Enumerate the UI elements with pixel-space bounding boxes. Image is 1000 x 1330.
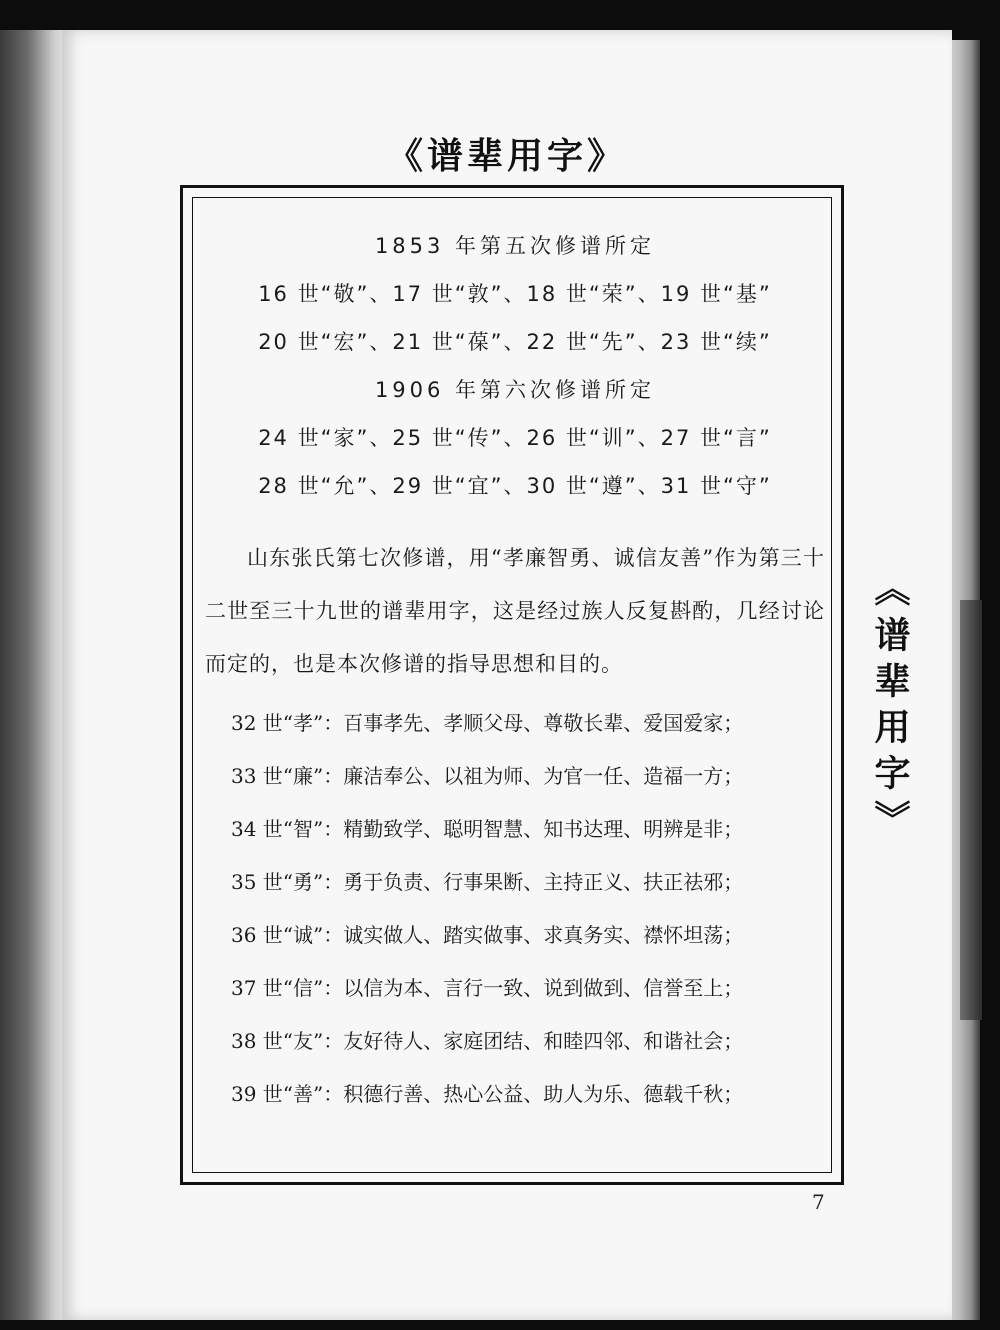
- section-5-row: 16 世“敬”、17 世“敦”、18 世“荣”、19 世“基”: [258, 282, 772, 306]
- section-5-heading: 1853 年第五次修谱所定: [374, 234, 656, 258]
- intro-paragraph: 山东张氏第七次修谱，用“孝廉智勇、诚信友善”作为第三十二世至三十九世的谱辈用字，这是经过族人反复斟酌，几经讨论而定的，也是本次修谱的指导思想和目的。: [205, 546, 825, 676]
- section-6-row: 24 世“家”、25 世“传”、26 世“训”、27 世“言”: [258, 426, 772, 450]
- section-6-row: 28 世“允”、29 世“宜”、30 世“遵”、31 世“守”: [258, 474, 772, 498]
- content-area: [205, 222, 825, 1121]
- generation-item: 37 世“信”：以信为本、言行一致、说到做到、信誉至上；: [231, 976, 744, 1000]
- side-vertical-title: 《谱辈用字》: [869, 570, 910, 846]
- section-6-heading: 1906 年第六次修谱所定: [374, 378, 656, 402]
- page-title: 《谱辈用字》: [386, 136, 627, 177]
- generation-item: 32 世“孝”：百事孝先、孝顺父母、尊敬长辈、爱国爱家；: [231, 711, 744, 735]
- generation-item: 36 世“诚”：诚实做人、踏实做事、求真务实、襟怀坦荡；: [231, 923, 744, 947]
- page-number: 7: [812, 1190, 825, 1214]
- generation-item: 34 世“智”：精勤致学、聪明智慧、知书达理、明辨是非；: [231, 817, 744, 841]
- section-5-row: 20 世“宏”、21 世“葆”、22 世“先”、23 世“续”: [258, 330, 772, 354]
- generation-item: 33 世“廉”：廉洁奉公、以祖为师、为官一任、造福一方；: [231, 764, 744, 788]
- generation-list: [205, 697, 825, 1121]
- generation-item: 39 世“善”：积德行善、热心公益、助人为乐、德载千秋；: [231, 1082, 744, 1106]
- generation-item: 38 世“友”：友好待人、家庭团结、和睦四邻、和谐社会；: [231, 1029, 744, 1053]
- edge-shadow-strip: [960, 600, 982, 1020]
- generation-item: 35 世“勇”：勇于负责、行事果断、主持正义、扶正祛邪；: [231, 870, 744, 894]
